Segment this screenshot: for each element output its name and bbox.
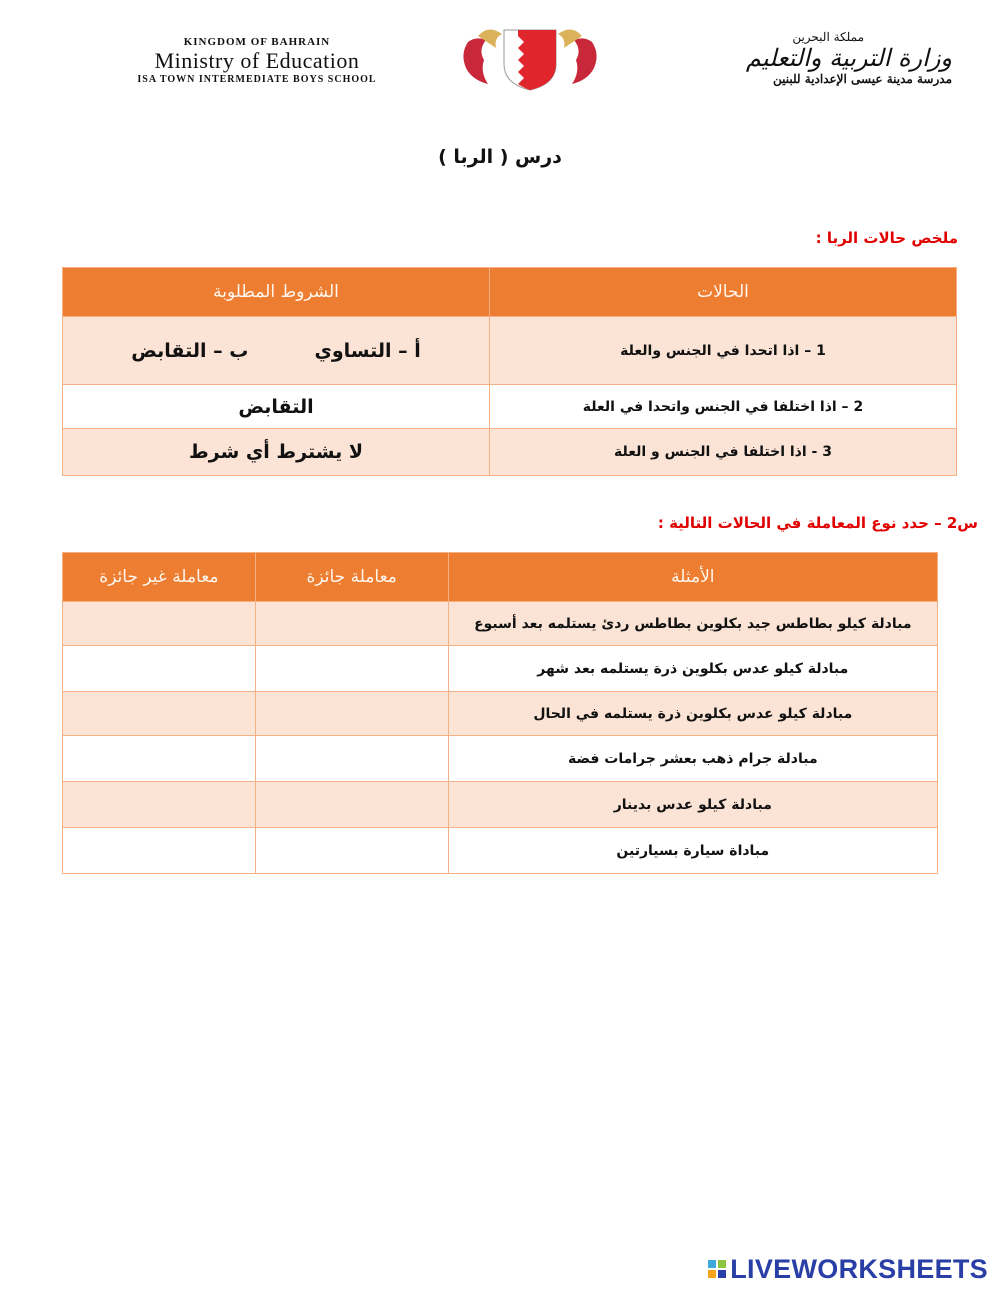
header-not-permitted: معاملة غير جائزة bbox=[63, 553, 256, 602]
header-examples: الأمثلة bbox=[448, 553, 937, 602]
bahrain-emblem-icon bbox=[458, 24, 602, 92]
question-table bbox=[62, 552, 938, 874]
example-cell: مبادلة كيلو بطاطس جيد بكلوين بطاطس ردئ يستلمه بعد أسبوع bbox=[448, 602, 937, 646]
example-cell: مبادلة جرام ذهب بعشر جرامات فضة bbox=[448, 736, 937, 782]
example-cell: مباداة سيارة بسيارتين bbox=[448, 828, 937, 874]
permitted-answer-cell[interactable] bbox=[255, 646, 448, 692]
table-row bbox=[63, 782, 938, 828]
condition-cell: لا يشترط أي شرط bbox=[63, 429, 490, 476]
header-conditions: الشروط المطلوبة bbox=[63, 268, 490, 317]
not-permitted-answer-cell[interactable] bbox=[63, 736, 256, 782]
condition-cell: التقابض bbox=[63, 385, 490, 429]
header-cases: الحالات bbox=[490, 268, 957, 317]
permitted-answer-cell[interactable] bbox=[255, 692, 448, 736]
liveworksheets-icon bbox=[708, 1260, 726, 1278]
table-row bbox=[63, 736, 938, 782]
question-header-row bbox=[63, 553, 938, 602]
question-heading: س2 – حدد نوع المعاملة في الحالات التالية : bbox=[657, 514, 978, 532]
header-kingdom-ar: مملكة البحرين bbox=[792, 30, 864, 44]
condition-cell: أ – التساوي ب – التقابض bbox=[63, 317, 490, 385]
example-cell: مبادلة كيلو عدس بكلوين ذرة يستلمه بعد شهر bbox=[448, 646, 937, 692]
header-arabic bbox=[610, 22, 952, 86]
table-row bbox=[63, 602, 938, 646]
case-cell: 2 – اذا اختلفا في الجنس واتحدا في العلة bbox=[490, 385, 957, 429]
header-ministry-en: Ministry of Education bbox=[154, 48, 360, 73]
example-cell: مبادلة كيلو عدس بدينار bbox=[448, 782, 937, 828]
not-permitted-answer-cell[interactable] bbox=[63, 692, 256, 736]
permitted-answer-cell[interactable] bbox=[255, 782, 448, 828]
table-row bbox=[63, 429, 957, 476]
header-school-ar: مدرسة مدينة عيسى الإعدادية للبنين bbox=[772, 72, 952, 86]
header-english bbox=[62, 22, 452, 85]
header-ministry-ar: وزارة التربية والتعليم bbox=[745, 44, 952, 72]
header-school-en: ISA TOWN INTERMEDIATE BOYS SCHOOL bbox=[137, 74, 377, 85]
page-title: درس ( الربا ) bbox=[438, 146, 562, 168]
liveworksheets-text: LIVEWORKSHEETS bbox=[730, 1253, 988, 1284]
not-permitted-answer-cell[interactable] bbox=[63, 782, 256, 828]
header-kingdom-en: KINGDOM OF BAHRAIN bbox=[183, 36, 331, 48]
school-header bbox=[62, 22, 952, 94]
summary-table bbox=[62, 267, 957, 476]
table-row bbox=[63, 385, 957, 429]
header-permitted: معاملة جائزة bbox=[255, 553, 448, 602]
not-permitted-answer-cell[interactable] bbox=[63, 602, 256, 646]
case-cell: 1 – اذا اتحدا في الجنس والعلة bbox=[490, 317, 957, 385]
not-permitted-answer-cell[interactable] bbox=[63, 828, 256, 874]
permitted-answer-cell[interactable] bbox=[255, 736, 448, 782]
table-row bbox=[63, 692, 938, 736]
case-cell: 3 - اذا اختلفا في الجنس و العلة bbox=[490, 429, 957, 476]
liveworksheets-logo[interactable] bbox=[708, 1254, 988, 1284]
summary-heading: ملخص حالات الربا : bbox=[815, 229, 958, 247]
table-row bbox=[63, 828, 938, 874]
example-cell: مبادلة كيلو عدس بكلوين ذرة يستلمه في الحال bbox=[448, 692, 937, 736]
not-permitted-answer-cell[interactable] bbox=[63, 646, 256, 692]
permitted-answer-cell[interactable] bbox=[255, 828, 448, 874]
permitted-answer-cell[interactable] bbox=[255, 602, 448, 646]
table-row bbox=[63, 317, 957, 385]
table-row bbox=[63, 646, 938, 692]
summary-header-row bbox=[63, 268, 957, 317]
